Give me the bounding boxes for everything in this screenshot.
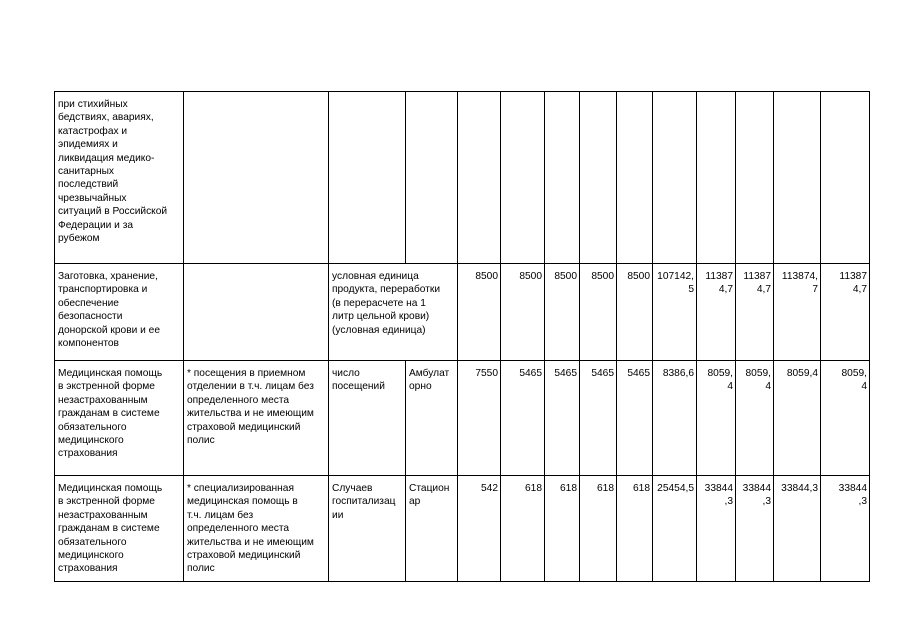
unit-cell: Случаев госпитализац ии	[329, 476, 406, 582]
unit-cell	[329, 92, 406, 264]
table-row	[55, 361, 870, 476]
value-cell: 618	[545, 476, 580, 582]
value-cell: 8500	[545, 264, 580, 361]
value-cell: 618	[501, 476, 545, 582]
unit-cell: число посещений	[329, 361, 406, 476]
value-cell: 5465	[545, 361, 580, 476]
value-cell: 542	[458, 476, 501, 582]
data-table	[54, 91, 870, 582]
value-cell: 107142, 5	[653, 264, 697, 361]
value-cell: 8059, 4	[821, 361, 870, 476]
value-cell: 5465	[617, 361, 653, 476]
service-name-cell: Медицинская помощь в экстренной форме незастрахованным гражданам в системе обязательного медицинского страхования	[55, 361, 184, 476]
value-cell: 8386,6	[653, 361, 697, 476]
value-cell: 618	[580, 476, 617, 582]
table-row	[55, 92, 870, 264]
value-cell	[774, 92, 821, 264]
value-cell: 33844,3	[774, 476, 821, 582]
service-detail-cell: * специализированная медицинская помощь в т.ч. лицам без определенного места жительства и не имеющим страховой медицинский полис	[184, 476, 329, 582]
value-cell	[697, 92, 736, 264]
value-cell: 113874, 7	[774, 264, 821, 361]
value-cell: 5465	[580, 361, 617, 476]
value-cell: 11387 4,7	[736, 264, 774, 361]
condition-cell: Стацион ар	[406, 476, 458, 582]
service-detail-cell	[184, 92, 329, 264]
value-cell	[545, 92, 580, 264]
value-cell: 8500	[458, 264, 501, 361]
value-cell: 8059,4	[774, 361, 821, 476]
service-name-cell: при стихийных бедствиях, авариях, катастрофах и эпидемиях и ликвидация медико- санитарных последствий чрезвычайных ситуаций в Российской Федерации и за рубежом	[55, 92, 184, 264]
value-cell: 618	[617, 476, 653, 582]
value-cell: 8500	[617, 264, 653, 361]
value-cell	[821, 92, 870, 264]
service-name-cell: Медицинская помощь в экстренной форме незастрахованным гражданам в системе обязательного медицинского страхования	[55, 476, 184, 582]
value-cell: 33844 ,3	[821, 476, 870, 582]
value-cell: 25454,5	[653, 476, 697, 582]
service-name-cell: Заготовка, хранение, транспортировка и обеспечение безопасности донорской крови и ее компонентов	[55, 264, 184, 361]
value-cell: 33844 ,3	[697, 476, 736, 582]
table-row	[55, 264, 870, 361]
value-cell: 5465	[501, 361, 545, 476]
value-cell: 11387 4,7	[821, 264, 870, 361]
value-cell: 11387 4,7	[697, 264, 736, 361]
table-row	[55, 476, 870, 582]
service-detail-cell: * посещения в приемном отделении в т.ч. лицам без определенного места жительства и не имеющим страховой медицинский полис	[184, 361, 329, 476]
value-cell: 8500	[580, 264, 617, 361]
service-detail-cell	[184, 264, 329, 361]
value-cell: 7550	[458, 361, 501, 476]
unit-cell: условная единица продукта, переработки (в перерасчете на 1 литр цельной крови) (условная единица)	[329, 264, 458, 361]
value-cell: 33844 ,3	[736, 476, 774, 582]
value-cell	[617, 92, 653, 264]
value-cell: 8059, 4	[736, 361, 774, 476]
value-cell	[653, 92, 697, 264]
value-cell: 8500	[501, 264, 545, 361]
condition-cell	[406, 92, 458, 264]
value-cell: 8059, 4	[697, 361, 736, 476]
condition-cell: Амбулат орно	[406, 361, 458, 476]
value-cell	[501, 92, 545, 264]
value-cell	[580, 92, 617, 264]
value-cell	[736, 92, 774, 264]
value-cell	[458, 92, 501, 264]
